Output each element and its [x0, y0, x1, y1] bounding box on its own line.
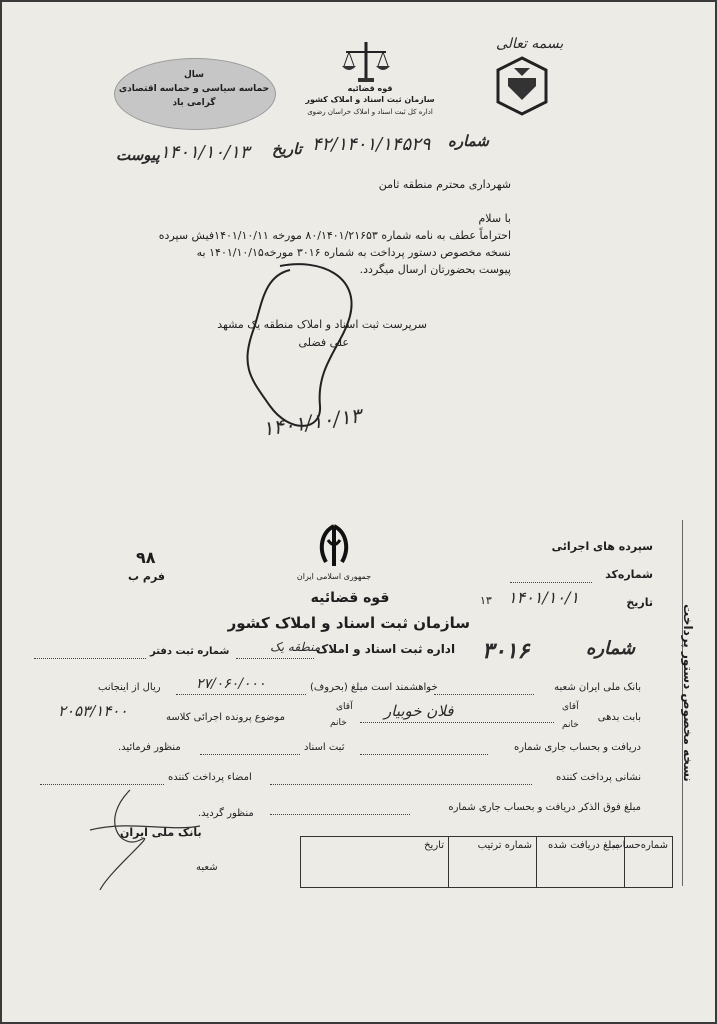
year-stamp-line2: حماسه سیاسی و حماسه اقتصادی [118, 84, 270, 94]
greeting: با سلام [478, 212, 511, 225]
justice-scale-icon [340, 38, 392, 84]
office-line [236, 658, 314, 659]
table-header-date: تاریخ [424, 840, 444, 851]
emblem-caption: جمهوری اسلامی ایران [296, 572, 372, 581]
debtor-line [360, 722, 554, 723]
case-subject-label: موضوع پرونده اجرائی کلاسه [166, 712, 285, 723]
year-stamp-line1: سال [183, 70, 205, 80]
registry-logo-icon [494, 56, 550, 116]
debtor-mrs: خانم [562, 720, 579, 730]
header-org: سازمان ثبت اسناد و املاک کشور [305, 95, 435, 104]
amount-line [176, 694, 306, 695]
case-number: ۲۰۵۳/۱۴۰۰ [58, 702, 128, 720]
debtor-mr: آقای [562, 702, 579, 712]
body-line-2: نسخه مخصوص دستور پرداخت به شماره ۳۰۱۶ مورخه۱۴۰۱/۱۰/۱۵ به [196, 246, 511, 259]
date-value: ۱۴۰۱/۱۰/۱ [508, 588, 579, 607]
slip-number-label: شماره [586, 638, 636, 659]
vertical-label: نسخه مخصوص دستور پرداخت [681, 604, 695, 782]
date-suffix: ۱۳ [480, 594, 492, 607]
register-label: شماره ثبت دفتر [150, 646, 230, 657]
form-number: ۹۸ [136, 548, 156, 567]
ref-number-value: ۴۲/۱۴۰۱/۱۴۵۲۹ [312, 134, 431, 155]
amount-value: ۲۷/۰۶۰/۰۰۰ [196, 676, 266, 692]
debtor-mrs-2: خانم [330, 718, 347, 728]
register-line [34, 658, 146, 659]
code-label: شماره‌کد [605, 568, 653, 581]
receive-label: دریافت و بحساب جاری شماره [513, 742, 641, 753]
deposits-label: سپرده های اجرائی [551, 540, 653, 553]
payer-address-line [270, 784, 532, 785]
receive-please: منظور فرمائید. [118, 742, 181, 753]
office-value: منطقه یک [270, 640, 321, 654]
basmala: بسمه تعالی [496, 36, 564, 52]
final-account-line [270, 814, 410, 815]
signature-date: ۱۴۰۱/۱۰/۱۳ [260, 403, 363, 441]
footer-bank: بانک ملی ایران [120, 826, 202, 839]
footer-branch: شعبه [196, 862, 218, 873]
debtor-label: بابت بدهی [597, 712, 641, 723]
iran-emblem-icon [312, 522, 356, 570]
bank-label: بانک ملی ایران شعبه [554, 682, 641, 693]
registry-line [200, 754, 300, 755]
bank-signature-scribble [70, 780, 210, 900]
addressee: شهرداری محترم منطقه ثامن [378, 178, 511, 191]
office-label: اداره ثبت اسناد و املاک [316, 642, 456, 656]
year-stamp-line3: گرامی باد [172, 98, 216, 108]
date-label: تاریخ [626, 596, 653, 609]
form-type: فرم ب [128, 570, 165, 583]
body-line-3: پیوست بحضورتان ارسال میگردد. [359, 263, 511, 276]
rial-label: ریال از اینجانب [98, 682, 161, 693]
payer-signature-label: امضاء پرداخت کننده [168, 772, 252, 783]
table-header-account: شماره‌حساب [624, 837, 672, 887]
year-stamp [114, 58, 276, 130]
ref-attachment-label: پیوست [116, 146, 160, 164]
body-line-1: احتراماً عطف به نامه شماره ۸۰/۱۴۰۱/۲۱۶۵۳ مورخه ۱۴۰۱/۱۰/۱۱فیش سپرده [158, 229, 511, 242]
debtor-mr-2: آقای [336, 702, 353, 712]
ref-date-label: تاریخ [272, 140, 302, 158]
slip-org: سازمان ثبت اسناد و املاک کشور [227, 614, 470, 632]
table-header-sequence: شماره ترتیب [448, 837, 536, 887]
header-judiciary: قوه قضائیه [347, 84, 393, 93]
bank-line [434, 694, 534, 695]
debtor-name: فلان خوبیار [384, 702, 454, 720]
header-office: اداره کل ثبت اسناد و املاک خراسان رضوی [307, 108, 433, 116]
signature-title: سرپرست ثبت اسناد و املاک منطقه یک مشهد [217, 318, 427, 331]
receipt-table [300, 836, 673, 888]
slip-judiciary: قوه قضائیه [310, 590, 390, 606]
table-header-amount: مبلغ دریافت شده [536, 837, 624, 887]
code-line [510, 582, 592, 583]
final-done: منظور گردید. [198, 808, 254, 819]
ref-number-label: شماره [448, 132, 489, 150]
final-label: مبلغ فوق الذکر دریافت و بحساب جاری شماره [448, 802, 641, 813]
payer-address-label: نشانی پرداخت کننده [555, 772, 641, 783]
slip-number-value: ۳۰۱۶ [482, 638, 530, 664]
ref-date-value: ۱۴۰۱/۱۰/۱۳ [160, 142, 250, 163]
receive-registry: ثبت اسناد [304, 742, 345, 753]
signature-name: علی فضلی [298, 336, 349, 349]
request-label: خواهشمند است مبلغ (بحروف) [310, 682, 438, 693]
account-line [360, 754, 488, 755]
